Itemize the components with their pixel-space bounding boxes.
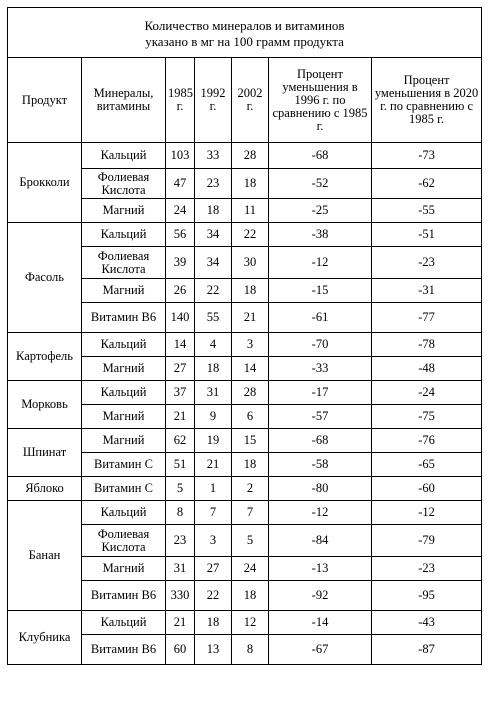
table-title-line1: Количество минералов и витаминов bbox=[144, 17, 345, 33]
mineral-cell: Витамин В6 bbox=[82, 581, 166, 611]
value-1985-cell: 39 bbox=[166, 247, 195, 279]
value-1992-cell: 7 bbox=[195, 501, 232, 525]
value-1992-cell: 55 bbox=[195, 303, 232, 333]
value-2002-cell: 11 bbox=[232, 199, 269, 223]
value-1985-cell: 56 bbox=[166, 223, 195, 247]
mineral-cell: Кальций bbox=[82, 223, 166, 247]
product-cell: Яблоко bbox=[8, 477, 82, 501]
value-1992-cell: 18 bbox=[195, 611, 232, 635]
value-1992-cell: 1 bbox=[195, 477, 232, 501]
pct-2020-cell: -24 bbox=[372, 381, 482, 405]
value-1985-cell: 103 bbox=[166, 143, 195, 169]
value-1992-cell: 22 bbox=[195, 279, 232, 303]
mineral-cell: Магний bbox=[82, 405, 166, 429]
value-1985-cell: 31 bbox=[166, 557, 195, 581]
pct-2020-cell: -62 bbox=[372, 169, 482, 199]
pct-1996-cell: -38 bbox=[269, 223, 372, 247]
table-title bbox=[8, 8, 482, 58]
value-1985-cell: 62 bbox=[166, 429, 195, 453]
product-cell: Брокколи bbox=[8, 143, 82, 223]
pct-2020-cell: -55 bbox=[372, 199, 482, 223]
pct-1996-cell: -33 bbox=[269, 357, 372, 381]
pct-1996-cell: -67 bbox=[269, 635, 372, 665]
header-row bbox=[8, 58, 482, 143]
value-1992-cell: 19 bbox=[195, 429, 232, 453]
pct-1996-cell: -80 bbox=[269, 477, 372, 501]
pct-2020-cell: -73 bbox=[372, 143, 482, 169]
mineral-cell: Кальций bbox=[82, 381, 166, 405]
value-2002-cell: 22 bbox=[232, 223, 269, 247]
pct-2020-cell: -23 bbox=[372, 557, 482, 581]
pct-1996-cell: -57 bbox=[269, 405, 372, 429]
mineral-cell: Витамин В6 bbox=[82, 303, 166, 333]
pct-2020-cell: -79 bbox=[372, 525, 482, 557]
pct-2020-cell: -31 bbox=[372, 279, 482, 303]
pct-1996-cell: -12 bbox=[269, 247, 372, 279]
value-1992-cell: 18 bbox=[195, 357, 232, 381]
pct-2020-cell: -60 bbox=[372, 477, 482, 501]
table-row bbox=[8, 381, 482, 405]
mineral-cell: Фолиевая Кислота bbox=[82, 169, 166, 199]
value-1992-cell: 34 bbox=[195, 247, 232, 279]
value-2002-cell: 14 bbox=[232, 357, 269, 381]
value-2002-cell: 30 bbox=[232, 247, 269, 279]
value-1992-cell: 18 bbox=[195, 199, 232, 223]
value-1985-cell: 24 bbox=[166, 199, 195, 223]
value-2002-cell: 7 bbox=[232, 501, 269, 525]
mineral-cell: Кальций bbox=[82, 333, 166, 357]
value-1985-cell: 330 bbox=[166, 581, 195, 611]
mineral-cell: Кальций bbox=[82, 501, 166, 525]
pct-1996-cell: -12 bbox=[269, 501, 372, 525]
mineral-cell: Витамин В6 bbox=[82, 635, 166, 665]
pct-1996-cell: -68 bbox=[269, 429, 372, 453]
product-cell: Шпинат bbox=[8, 429, 82, 477]
pct-2020-cell: -65 bbox=[372, 453, 482, 477]
mineral-cell: Магний bbox=[82, 279, 166, 303]
mineral-cell: Магний bbox=[82, 557, 166, 581]
value-1985-cell: 8 bbox=[166, 501, 195, 525]
table-row bbox=[8, 223, 482, 247]
mineral-cell: Магний bbox=[82, 199, 166, 223]
value-1992-cell: 31 bbox=[195, 381, 232, 405]
pct-2020-cell: -76 bbox=[372, 429, 482, 453]
mineral-cell: Магний bbox=[82, 429, 166, 453]
product-cell: Фасоль bbox=[8, 223, 82, 333]
pct-2020-cell: -51 bbox=[372, 223, 482, 247]
table-row bbox=[8, 611, 482, 635]
value-1992-cell: 27 bbox=[195, 557, 232, 581]
product-cell: Картофель bbox=[8, 333, 82, 381]
pct-2020-cell: -75 bbox=[372, 405, 482, 429]
value-2002-cell: 3 bbox=[232, 333, 269, 357]
pct-1996-cell: -14 bbox=[269, 611, 372, 635]
value-2002-cell: 18 bbox=[232, 453, 269, 477]
header-2002: 2002 г. bbox=[232, 58, 269, 143]
pct-1996-cell: -25 bbox=[269, 199, 372, 223]
pct-2020-cell: -77 bbox=[372, 303, 482, 333]
product-cell: Клубника bbox=[8, 611, 82, 665]
mineral-cell: Кальций bbox=[82, 611, 166, 635]
mineral-cell: Магний bbox=[82, 357, 166, 381]
mineral-cell: Фолиевая Кислота bbox=[82, 525, 166, 557]
mineral-cell: Фолиевая Кислота bbox=[82, 247, 166, 279]
value-2002-cell: 28 bbox=[232, 143, 269, 169]
value-2002-cell: 5 bbox=[232, 525, 269, 557]
table-row bbox=[8, 429, 482, 453]
value-2002-cell: 6 bbox=[232, 405, 269, 429]
value-2002-cell: 18 bbox=[232, 581, 269, 611]
value-2002-cell: 18 bbox=[232, 279, 269, 303]
value-1992-cell: 21 bbox=[195, 453, 232, 477]
minerals-table bbox=[7, 7, 482, 665]
table-row bbox=[8, 143, 482, 169]
header-1992: 1992 г. bbox=[195, 58, 232, 143]
value-1985-cell: 140 bbox=[166, 303, 195, 333]
value-2002-cell: 21 bbox=[232, 303, 269, 333]
mineral-cell: Витамин С bbox=[82, 453, 166, 477]
value-1992-cell: 4 bbox=[195, 333, 232, 357]
value-1985-cell: 47 bbox=[166, 169, 195, 199]
value-1985-cell: 51 bbox=[166, 453, 195, 477]
value-1985-cell: 60 bbox=[166, 635, 195, 665]
pct-1996-cell: -84 bbox=[269, 525, 372, 557]
table-row bbox=[8, 501, 482, 525]
table-title-line2: указано в мг на 100 грамм продукта bbox=[145, 33, 344, 49]
pct-2020-cell: -95 bbox=[372, 581, 482, 611]
header-1985: 1985 г. bbox=[166, 58, 195, 143]
value-1985-cell: 21 bbox=[166, 405, 195, 429]
value-2002-cell: 18 bbox=[232, 169, 269, 199]
header-minerals: Минералы, витамины bbox=[82, 58, 166, 143]
product-cell: Банан bbox=[8, 501, 82, 611]
value-1992-cell: 3 bbox=[195, 525, 232, 557]
pct-1996-cell: -17 bbox=[269, 381, 372, 405]
value-2002-cell: 8 bbox=[232, 635, 269, 665]
value-2002-cell: 24 bbox=[232, 557, 269, 581]
value-1985-cell: 5 bbox=[166, 477, 195, 501]
mineral-cell: Кальций bbox=[82, 143, 166, 169]
pct-2020-cell: -43 bbox=[372, 611, 482, 635]
value-1985-cell: 21 bbox=[166, 611, 195, 635]
pct-1996-cell: -13 bbox=[269, 557, 372, 581]
value-1985-cell: 27 bbox=[166, 357, 195, 381]
value-1992-cell: 23 bbox=[195, 169, 232, 199]
value-1992-cell: 34 bbox=[195, 223, 232, 247]
header-product: Продукт bbox=[8, 58, 82, 143]
mineral-cell: Витамин С bbox=[82, 477, 166, 501]
pct-1996-cell: -58 bbox=[269, 453, 372, 477]
value-1992-cell: 22 bbox=[195, 581, 232, 611]
pct-2020-cell: -23 bbox=[372, 247, 482, 279]
value-1985-cell: 14 bbox=[166, 333, 195, 357]
value-1992-cell: 9 bbox=[195, 405, 232, 429]
pct-1996-cell: -70 bbox=[269, 333, 372, 357]
pct-1996-cell: -52 bbox=[269, 169, 372, 199]
table-row bbox=[8, 477, 482, 501]
value-1985-cell: 23 bbox=[166, 525, 195, 557]
pct-2020-cell: -78 bbox=[372, 333, 482, 357]
pct-2020-cell: -87 bbox=[372, 635, 482, 665]
value-2002-cell: 2 bbox=[232, 477, 269, 501]
value-1992-cell: 13 bbox=[195, 635, 232, 665]
pct-1996-cell: -61 bbox=[269, 303, 372, 333]
pct-1996-cell: -15 bbox=[269, 279, 372, 303]
value-1992-cell: 33 bbox=[195, 143, 232, 169]
pct-2020-cell: -12 bbox=[372, 501, 482, 525]
pct-2020-cell: -48 bbox=[372, 357, 482, 381]
value-1985-cell: 26 bbox=[166, 279, 195, 303]
value-2002-cell: 28 bbox=[232, 381, 269, 405]
table-row bbox=[8, 333, 482, 357]
header-pct-2020: Процент уменьшения в 2020 г. по сравнению с 1985 г. bbox=[372, 58, 482, 143]
pct-1996-cell: -92 bbox=[269, 581, 372, 611]
value-2002-cell: 15 bbox=[232, 429, 269, 453]
header-pct-1996: Процент уменьшения в 1996 г. по сравнению с 1985 г. bbox=[269, 58, 372, 143]
value-1985-cell: 37 bbox=[166, 381, 195, 405]
value-2002-cell: 12 bbox=[232, 611, 269, 635]
product-cell: Морковь bbox=[8, 381, 82, 429]
table-body bbox=[8, 143, 482, 665]
pct-1996-cell: -68 bbox=[269, 143, 372, 169]
